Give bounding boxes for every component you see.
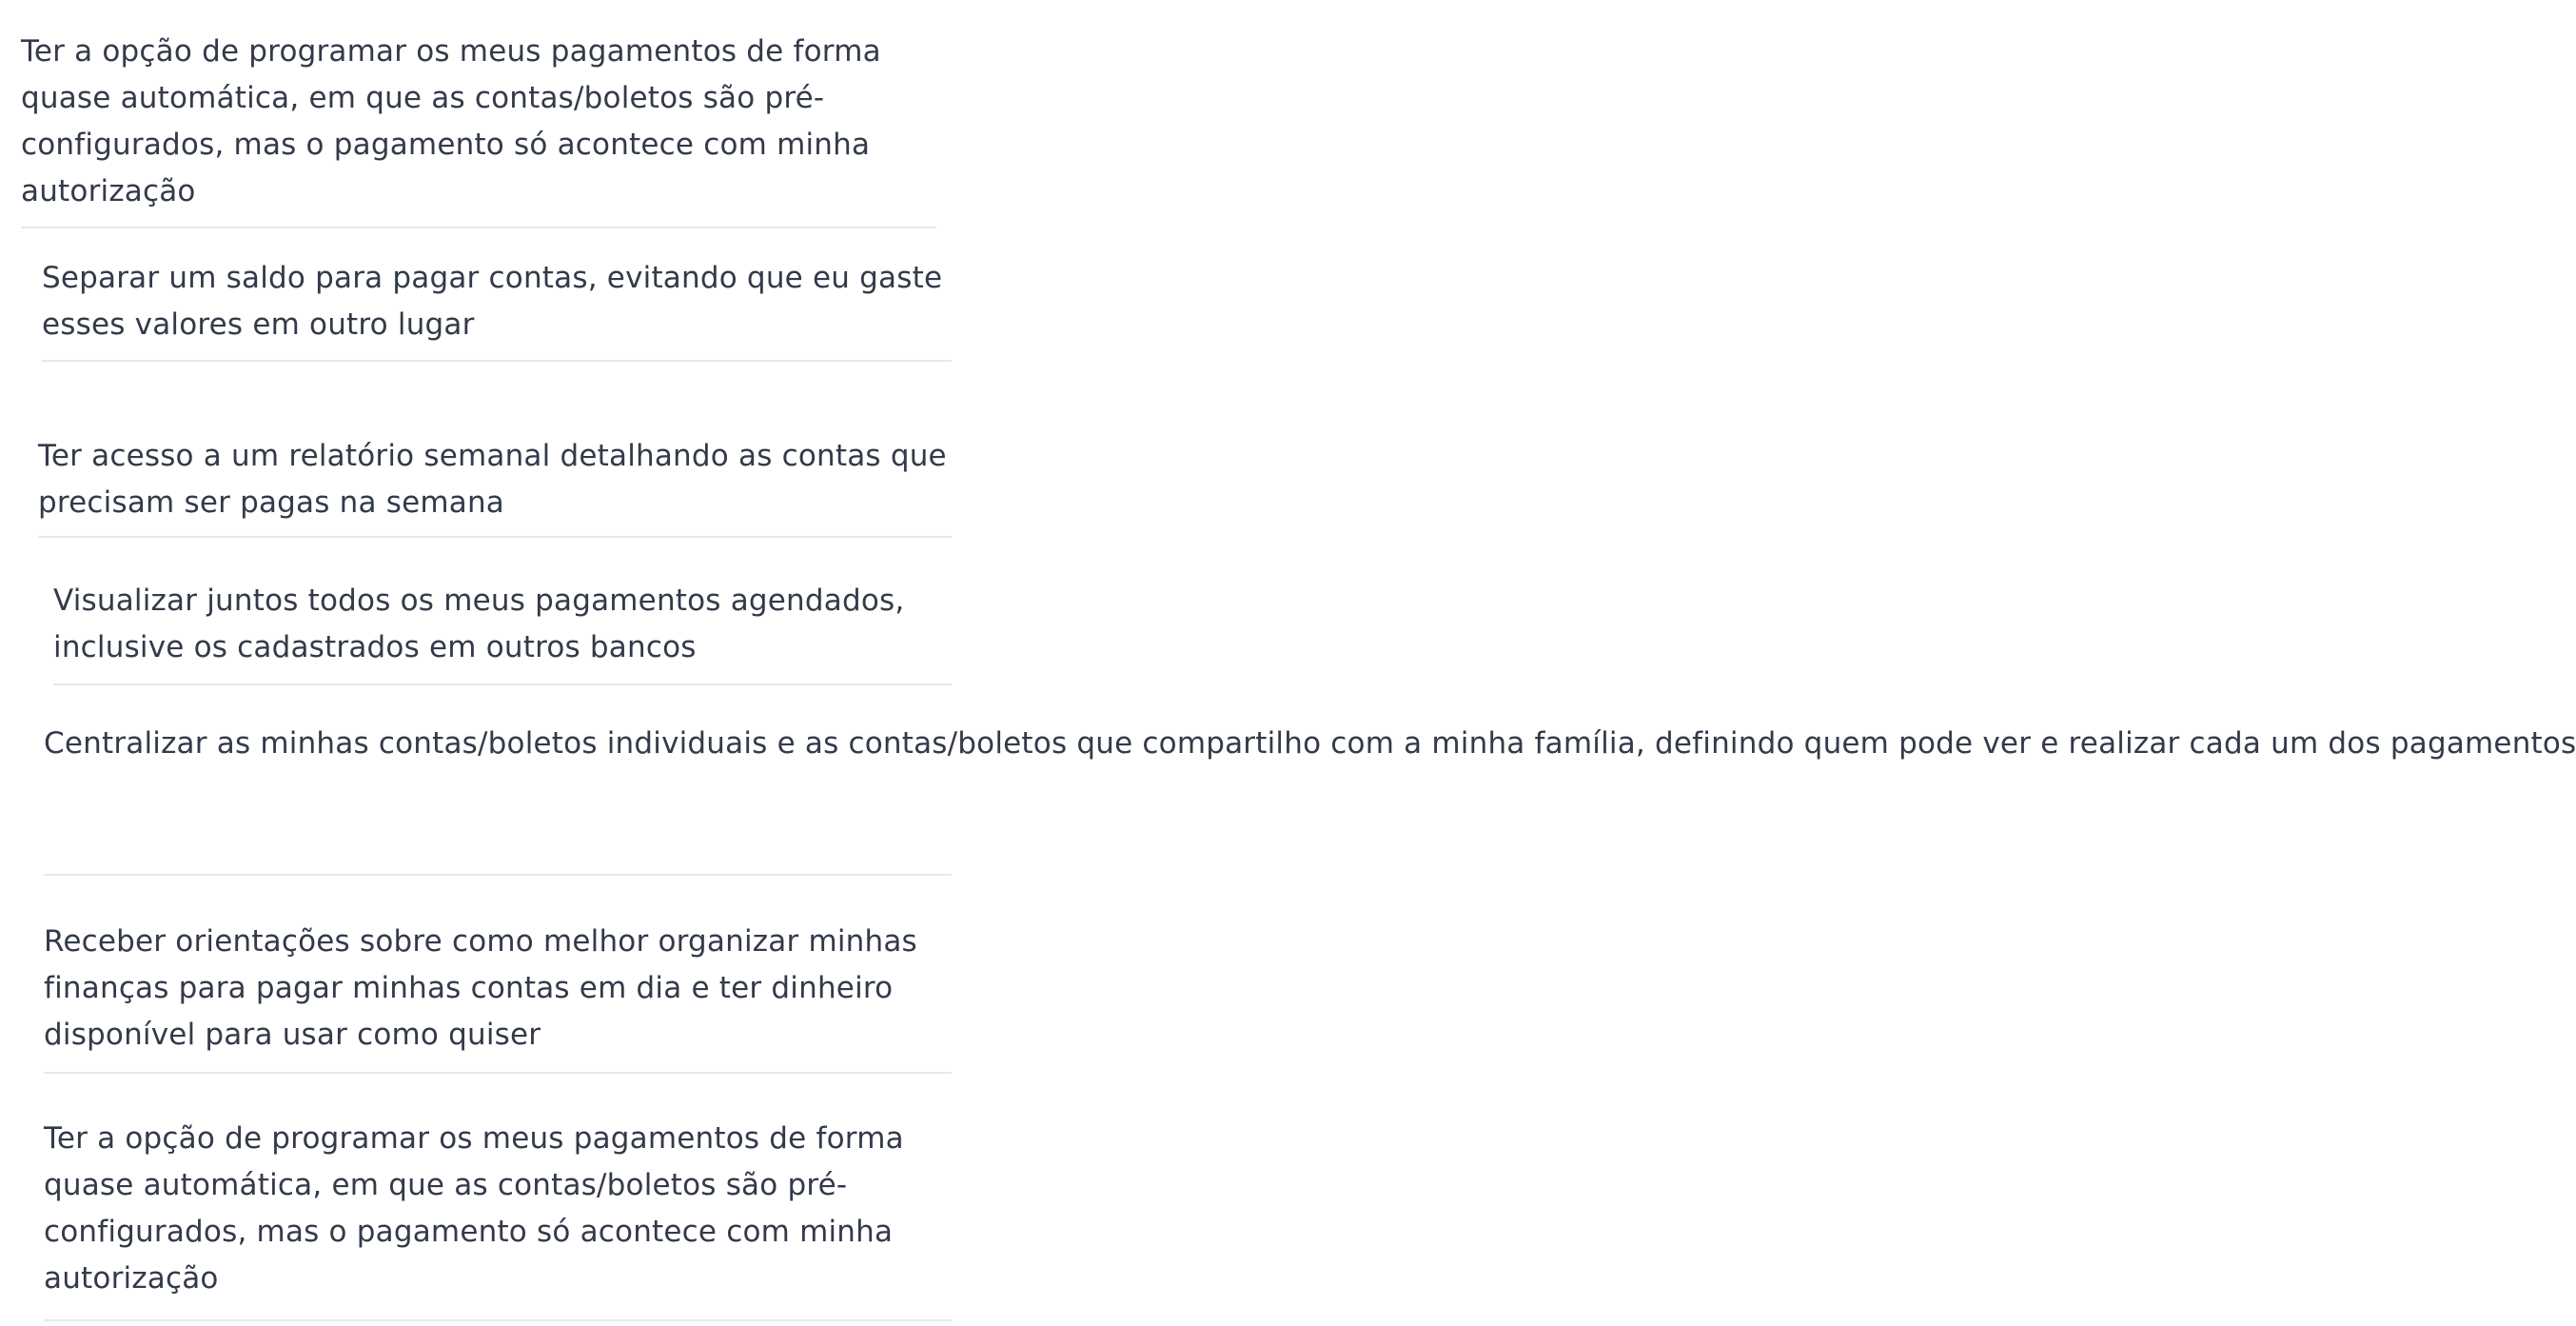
option-text: Separar um saldo para pagar contas, evitando que eu gaste esses valores em outro lugar <box>42 261 943 342</box>
option-card[interactable] <box>53 578 952 685</box>
option-card[interactable] <box>44 721 2576 876</box>
option-card[interactable] <box>38 433 952 538</box>
option-card[interactable] <box>44 1116 952 1321</box>
option-text: Ter a opção de programar os meus pagamentos de forma quase automática, em que as contas/boletos são pré- configurados, mas o pagamento só acontece com minha autorização <box>21 34 881 208</box>
divider <box>44 874 952 876</box>
divider <box>38 536 952 538</box>
option-card[interactable] <box>42 255 952 362</box>
option-card[interactable] <box>21 29 936 228</box>
option-text: Ter acesso a um relatório semanal detalhando as contas que precisam ser pagas na semana <box>38 439 947 520</box>
option-text: Centralizar as minhas contas/boletos individuais e as contas/boletos que compartilho com a minha família, definindo quem pode ver e realizar cada um dos pagamentos <box>44 726 2576 761</box>
option-text: Receber orientações sobre como melhor organizar minhas finanças para pagar minhas contas em dia e ter dinheiro disponível para usar como quiser <box>44 924 917 1052</box>
divider <box>53 683 952 685</box>
option-text: Ter a opção de programar os meus pagamentos de forma quase automática, em que as contas/boletos são pré- configurados, mas o pagamento só acontece com minha autorização <box>44 1121 904 1296</box>
divider <box>44 1319 952 1321</box>
option-text: Visualizar juntos todos os meus pagamentos agendados, inclusive os cadastrados em outros bancos <box>53 584 905 664</box>
divider <box>42 360 952 362</box>
option-card[interactable] <box>44 919 952 1074</box>
divider <box>21 227 936 228</box>
divider <box>44 1072 952 1074</box>
